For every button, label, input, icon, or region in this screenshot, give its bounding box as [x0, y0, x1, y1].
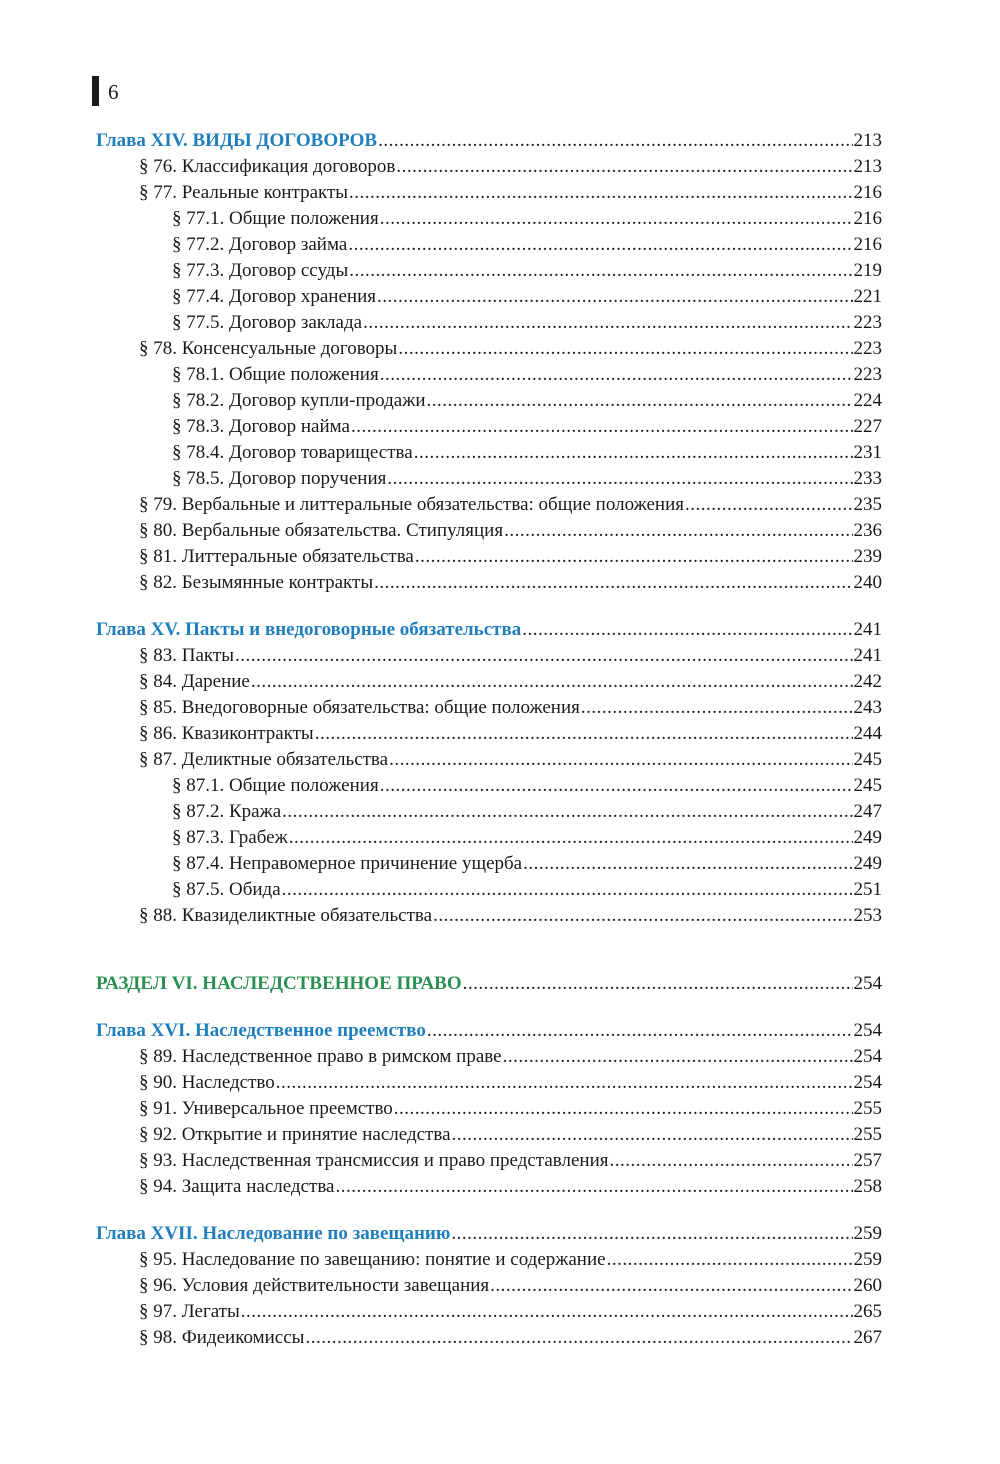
toc-leader-dots	[235, 643, 853, 669]
toc-title: § 85. Внедоговорные обязательства: общие положения	[139, 697, 580, 718]
toc-title: РАЗДЕЛ VI. НАСЛЕДСТВЕННОЕ ПРАВО	[96, 973, 462, 994]
toc-page-number: 223	[853, 312, 882, 333]
toc-subentry[interactable]	[96, 232, 882, 258]
toc-entry[interactable]	[96, 643, 882, 669]
toc-leader-dots	[452, 1122, 853, 1148]
toc-chapter[interactable]	[96, 617, 882, 643]
toc-leader-dots	[349, 258, 852, 284]
toc-subentry[interactable]	[96, 388, 882, 414]
toc-title: § 82. Безымянные контракты	[139, 572, 374, 593]
toc-page-number: 265	[853, 1301, 882, 1322]
toc-entry[interactable]	[96, 1044, 882, 1070]
toc-page-number: 241	[853, 619, 882, 640]
toc-leader-dots	[349, 180, 852, 206]
toc-leader-dots	[335, 1174, 852, 1200]
toc-subentry[interactable]	[96, 773, 882, 799]
toc-entry[interactable]	[96, 492, 882, 518]
toc-leader-dots	[522, 617, 852, 643]
toc-leader-dots	[251, 669, 853, 695]
toc-subentry[interactable]	[96, 284, 882, 310]
toc-title: § 78.5. Договор поручения	[172, 468, 387, 489]
toc-leader-dots	[289, 825, 853, 851]
toc-page-number: 231	[853, 442, 882, 463]
toc-title: § 76. Классификация договоров	[139, 156, 396, 177]
toc-leader-dots	[415, 544, 853, 570]
toc-page-number: 254	[853, 1046, 882, 1067]
toc-leader-dots	[351, 414, 853, 440]
toc-entry[interactable]	[96, 180, 882, 206]
toc-title: § 97. Легаты	[139, 1301, 240, 1322]
toc-title: § 93. Наследственная трансмиссия и право представления	[139, 1150, 609, 1171]
toc-leader-dots	[490, 1273, 852, 1299]
toc-subentry[interactable]	[96, 206, 882, 232]
toc-title: § 77.1. Общие положения	[172, 208, 379, 229]
toc-title: § 77.5. Договор заклада	[172, 312, 363, 333]
toc-leader-dots	[276, 1070, 853, 1096]
toc-subentry[interactable]	[96, 414, 882, 440]
toc-title: Глава XV. Пакты и внедоговорные обязательства	[96, 619, 522, 640]
toc-title: § 92. Открытие и принятие наследства	[139, 1124, 451, 1145]
toc-title: § 87.1. Общие положения	[172, 775, 379, 796]
toc-page-number: 245	[853, 749, 882, 770]
toc-title: Глава XVII. Наследование по завещанию	[96, 1223, 451, 1244]
toc-entry[interactable]	[96, 1174, 882, 1200]
toc-page-number: 221	[853, 286, 882, 307]
toc-leader-dots	[581, 695, 853, 721]
toc-subentry[interactable]	[96, 877, 882, 903]
toc-leader-dots	[504, 518, 852, 544]
toc-leader-dots	[315, 721, 853, 747]
toc-title: § 86. Квазиконтракты	[139, 723, 314, 744]
toc-page-number: 257	[853, 1150, 882, 1171]
toc-subentry[interactable]	[96, 466, 882, 492]
toc-page-number: 243	[853, 697, 882, 718]
toc-entry[interactable]	[96, 721, 882, 747]
toc-title: Глава XIV. ВИДЫ ДОГОВОРОВ	[96, 130, 378, 151]
toc-title: § 87. Деликтные обязательства	[139, 749, 389, 770]
toc-title: § 87.4. Неправомерное причинение ущерба	[172, 853, 523, 874]
toc-entry[interactable]	[96, 1070, 882, 1096]
toc-title: § 87.2. Кража	[172, 801, 282, 822]
toc-page-number: 251	[853, 879, 882, 900]
toc-leader-dots	[396, 154, 852, 180]
toc-entry[interactable]	[96, 903, 882, 929]
toc-leader-dots	[305, 1325, 852, 1351]
toc-page-number: 249	[853, 853, 882, 874]
toc-leader-dots	[414, 440, 853, 466]
toc-title: § 78.3. Договор найма	[172, 416, 350, 437]
toc-title: § 77. Реальные контракты	[139, 182, 349, 203]
toc-page-number: 219	[853, 260, 882, 281]
toc-page-number: 241	[853, 645, 882, 666]
toc-title: § 91. Универсальное преемство	[139, 1098, 393, 1119]
toc-leader-dots	[398, 336, 852, 362]
toc-leader-dots	[380, 773, 853, 799]
toc-title: § 98. Фидеикомиссы	[139, 1327, 305, 1348]
toc-page-number: 240	[853, 572, 882, 593]
toc-title: Глава XVI. Наследственное преемство	[96, 1020, 426, 1041]
toc-page-number: 224	[853, 390, 882, 411]
page-number: 6	[108, 80, 119, 104]
toc-title: § 79. Вербальные и литтеральные обязательства: общие положения	[139, 494, 684, 515]
toc-leader-dots	[363, 310, 852, 336]
toc-page-number: 223	[853, 338, 882, 359]
toc-entry[interactable]	[96, 1273, 882, 1299]
toc-leader-dots	[607, 1247, 853, 1273]
toc-leader-dots	[523, 851, 852, 877]
toc-title: § 87.5. Обида	[172, 879, 281, 900]
toc-page-number: 255	[853, 1098, 882, 1119]
toc-page-number: 258	[853, 1176, 882, 1197]
toc-leader-dots	[241, 1299, 853, 1325]
toc-leader-dots	[427, 388, 853, 414]
toc-title: § 95. Наследование по завещанию: понятие и содержание	[139, 1249, 606, 1270]
toc-entry[interactable]	[96, 747, 882, 773]
toc-leader-dots	[374, 570, 852, 596]
toc-page-number: 235	[853, 494, 882, 515]
toc-page-number: 259	[853, 1223, 882, 1244]
toc-page-number: 253	[853, 905, 882, 926]
toc-page-number: 216	[853, 208, 882, 229]
toc-title: § 94. Защита наследства	[139, 1176, 335, 1197]
toc-title: § 84. Дарение	[139, 671, 250, 692]
toc-title: § 77.3. Договор ссуды	[172, 260, 349, 281]
toc-title: § 90. Наследство	[139, 1072, 275, 1093]
toc-leader-dots	[282, 877, 853, 903]
toc-entry[interactable]	[96, 1096, 882, 1122]
toc-entry[interactable]	[96, 1299, 882, 1325]
toc-leader-dots	[609, 1148, 852, 1174]
toc-page-number: 244	[853, 723, 882, 744]
toc-entry[interactable]	[96, 1122, 882, 1148]
toc-page-number: 227	[853, 416, 882, 437]
toc-page-number: 213	[853, 130, 882, 151]
table-of-contents	[96, 128, 882, 1351]
toc-title: § 83. Пакты	[139, 645, 234, 666]
toc-leader-dots	[685, 492, 853, 518]
toc-entry[interactable]	[96, 336, 882, 362]
toc-leader-dots	[427, 1018, 853, 1044]
toc-chapter[interactable]	[96, 1221, 882, 1247]
toc-page-number: 223	[853, 364, 882, 385]
toc-subentry[interactable]	[96, 799, 882, 825]
toc-subentry[interactable]	[96, 851, 882, 877]
toc-subentry[interactable]	[96, 440, 882, 466]
page-marker-bar	[92, 76, 99, 106]
toc-leader-dots	[380, 206, 853, 232]
toc-leader-dots	[463, 971, 853, 997]
toc-page-number: 236	[853, 520, 882, 541]
toc-entry[interactable]	[96, 518, 882, 544]
toc-page-number: 255	[853, 1124, 882, 1145]
toc-leader-dots	[394, 1096, 853, 1122]
toc-page-number: 239	[853, 546, 882, 567]
toc-page-number: 213	[853, 156, 882, 177]
toc-section[interactable]	[96, 971, 882, 997]
toc-page-number: 245	[853, 775, 882, 796]
toc-title: § 88. Квазиделиктные обязательства	[139, 905, 433, 926]
toc-subentry[interactable]	[96, 362, 882, 388]
toc-subentry[interactable]	[96, 310, 882, 336]
toc-title: § 96. Условия действительности завещания	[139, 1275, 490, 1296]
toc-title: § 77.2. Договор займа	[172, 234, 348, 255]
toc-leader-dots	[282, 799, 852, 825]
toc-title: § 78.1. Общие положения	[172, 364, 379, 385]
toc-title: § 80. Вербальные обязательства. Стипуляция	[139, 520, 504, 541]
toc-page-number: 254	[853, 973, 882, 994]
toc-leader-dots	[380, 362, 853, 388]
toc-leader-dots	[433, 903, 852, 929]
toc-entry[interactable]	[96, 154, 882, 180]
toc-page-number: 242	[853, 671, 882, 692]
toc-title: § 78.4. Договор товарищества	[172, 442, 413, 463]
toc-leader-dots	[348, 232, 852, 258]
toc-title: § 78.2. Договор купли-продажи	[172, 390, 426, 411]
toc-leader-dots	[503, 1044, 853, 1070]
toc-page-number: 233	[853, 468, 882, 489]
toc-entry[interactable]	[96, 570, 882, 596]
toc-title: § 78. Консенсуальные договоры	[139, 338, 398, 359]
toc-page-number: 249	[853, 827, 882, 848]
toc-title: § 89. Наследственное право в римском праве	[139, 1046, 502, 1067]
toc-page-number: 260	[853, 1275, 882, 1296]
toc-entry[interactable]	[96, 1148, 882, 1174]
toc-leader-dots	[389, 747, 852, 773]
toc-leader-dots	[387, 466, 852, 492]
toc-page-number: 259	[853, 1249, 882, 1270]
toc-subentry[interactable]	[96, 825, 882, 851]
toc-subentry[interactable]	[96, 258, 882, 284]
toc-entry[interactable]	[96, 695, 882, 721]
toc-page-number: 254	[853, 1072, 882, 1093]
toc-chapter[interactable]	[96, 1018, 882, 1044]
toc-page-number: 247	[853, 801, 882, 822]
toc-entry[interactable]	[96, 1247, 882, 1273]
toc-entry[interactable]	[96, 1325, 882, 1351]
toc-entry[interactable]	[96, 544, 882, 570]
toc-title: § 81. Литтеральные обязательства	[139, 546, 414, 567]
toc-page-number: 267	[853, 1327, 882, 1348]
toc-leader-dots	[378, 128, 852, 154]
toc-page-number: 254	[853, 1020, 882, 1041]
toc-page-number: 216	[853, 234, 882, 255]
toc-title: § 87.3. Грабеж	[172, 827, 288, 848]
toc-leader-dots	[451, 1221, 852, 1247]
toc-entry[interactable]	[96, 669, 882, 695]
toc-leader-dots	[377, 284, 853, 310]
toc-title: § 77.4. Договор хранения	[172, 286, 376, 307]
toc-chapter[interactable]	[96, 128, 882, 154]
toc-page-number: 216	[853, 182, 882, 203]
